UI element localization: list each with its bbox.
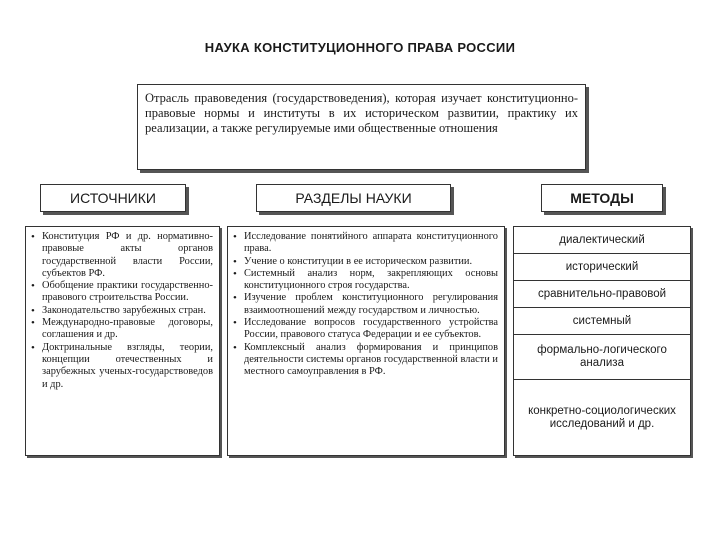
sections-item: • Исследование понятийного аппарата конституционного права. — [232, 231, 498, 256]
sources-header: ИСТОЧНИКИ — [40, 184, 186, 212]
sources-item: • Конституция РФ и др. нормативно-правовые акты органов государственной власти России, субъектов РФ. — [30, 231, 213, 280]
method-item: сравнительно-правовой — [514, 281, 690, 308]
sections-item: • Учение о конституции в ее историческом развитии. — [232, 256, 498, 268]
sections-item: • Исследование вопросов государственного устройства России, правового статуса Федерации и ее субъектов. — [232, 317, 498, 342]
sources-item: • Законодательство зарубежных стран. — [30, 305, 213, 317]
methods-list-box — [513, 226, 691, 456]
sections-item: • Изучение проблем конституционного регулирования взаимоотношений между государством и личностью. — [232, 292, 498, 317]
sources-list — [30, 231, 213, 391]
sources-item: • Международно-правовые договоры, соглашения и др. — [30, 317, 213, 342]
sections-list-box — [227, 226, 505, 456]
definition-box: Отрасль правоведения (государствоведения), которая изучает конституционно-правовые нормы и институты в их историческом развитии, практику их реализации, а также регулируемые ими общественные отношения — [137, 84, 586, 170]
method-item: системный — [514, 308, 690, 335]
sources-list-box — [25, 226, 220, 456]
sections-list — [232, 231, 498, 379]
sources-item: • Обобщение практики государственно-правового строительства России. — [30, 280, 213, 305]
sections-item: • Системный анализ норм, закрепляющих основы конституционного строя государства. — [232, 268, 498, 293]
sections-item: • Комплексный анализ формирования и принципов деятельности системы органов государственной власти и местного самоуправления в РФ. — [232, 342, 498, 379]
method-item: диалектический — [514, 227, 690, 254]
sources-item: • Доктринальные взгляды, теории, концепции отечественных и зарубежных ученых-государствоведов и др. — [30, 342, 213, 391]
page-title: НАУКА КОНСТИТУЦИОННОГО ПРАВА РОССИИ — [204, 40, 516, 55]
method-item: формально-логического анализа — [514, 335, 690, 380]
sections-header: РАЗДЕЛЫ НАУКИ — [256, 184, 451, 212]
method-item: конкретно-социологических исследований и др. — [528, 404, 676, 430]
method-item: исторический — [514, 254, 690, 281]
methods-header: МЕТОДЫ — [541, 184, 663, 212]
